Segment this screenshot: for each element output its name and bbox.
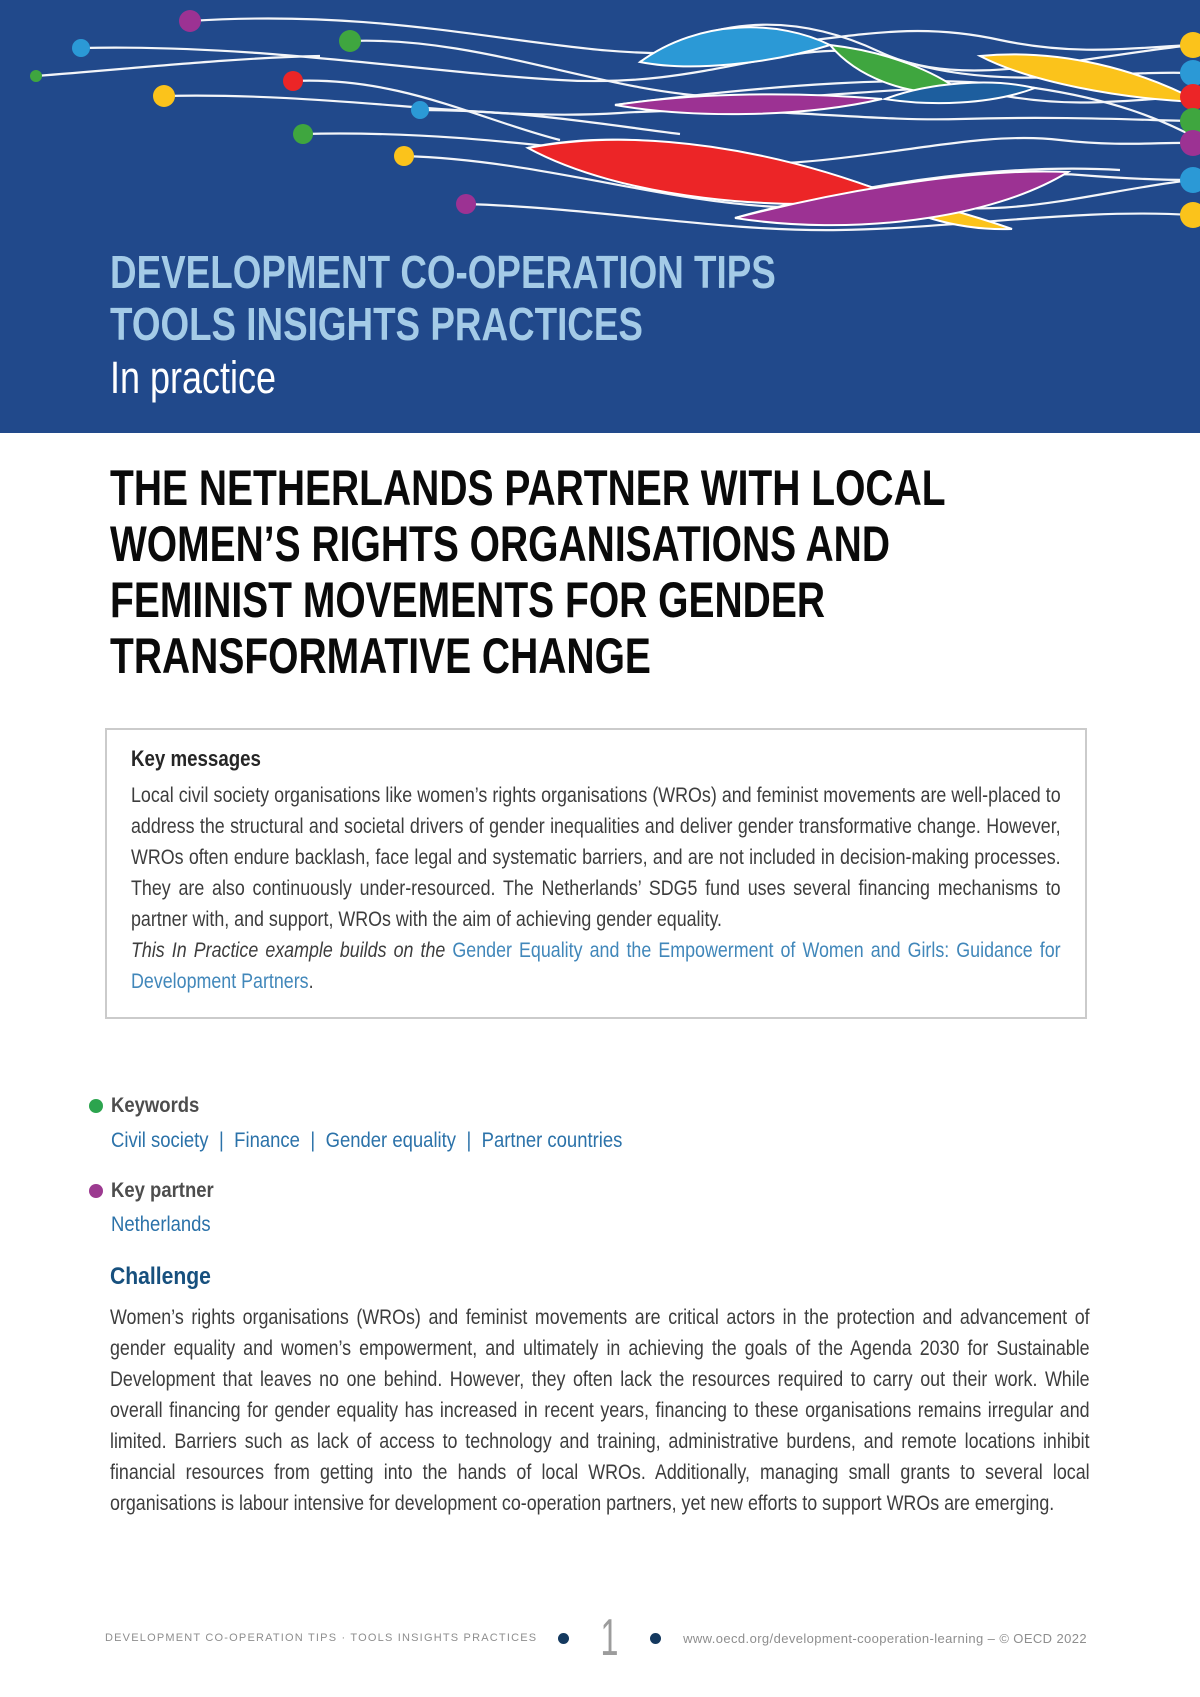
challenge-heading-row [110, 1263, 225, 1291]
key-partner-section-heading [89, 1179, 228, 1203]
key-partner-value-row [111, 1213, 224, 1237]
keywords-links [111, 1129, 622, 1153]
page-title-line: FEMINIST MOVEMENTS FOR GENDER [110, 572, 826, 628]
page-title-line: TRANSFORMATIVE CHANGE [110, 628, 651, 684]
keyword-separator: | [213, 1129, 229, 1152]
brand-line-2: TOOLS INSIGHTS PRACTICES [110, 298, 643, 350]
brand-line-1: DEVELOPMENT CO-OPERATION TIPS [110, 246, 776, 298]
key-messages-heading: Key messages [131, 746, 261, 771]
keyword-link[interactable]: Civil society [111, 1129, 209, 1152]
keyword-separator: | [305, 1129, 321, 1152]
keyword-link[interactable]: Gender equality [325, 1129, 457, 1152]
keyword-link[interactable]: Finance [234, 1129, 300, 1152]
key-messages-box [105, 728, 1087, 1019]
footer-dot-icon [558, 1633, 569, 1644]
masthead [110, 246, 942, 406]
footer-dot-icon [650, 1633, 661, 1644]
challenge-body: Women’s rights organisations (WROs) and feminist movements are critical actors in the protection and advancement of gender equality and women’s empowerment, and ultimately in achieving the goals of the Agenda 2030 for Sustainable Development that leaves no one behind. However, they often lack the resources required to carry out their work. While overall financing for gender equality has increased in recent years, financing to these organisations remains irregular and limited. Barriers such as lack of access to technology and training, administrative burdens, and remote locations inhibit financial resources from getting into the hands of local WROs. Additionally, managing small grants to several local organisations is labour intensive for development co-operation partners, yet new efforts to support WROs are emerging. [110, 1306, 1090, 1515]
keyword-separator: | [461, 1129, 477, 1152]
note-period: . [308, 970, 314, 993]
left-dots [30, 10, 476, 214]
footer-series-label: DEVELOPMENT CO-OPERATION TIPS · TOOLS INSIGHTS PRACTICES [105, 1632, 538, 1644]
page-title-line: THE NETHERLANDS PARTNER WITH LOCAL [110, 460, 946, 516]
footer-url: www.oecd.org/development-cooperation-learning – © OECD 2022 [683, 1630, 1087, 1646]
keywords-heading: Keywords [111, 1094, 200, 1117]
keyword-link[interactable]: Partner countries [481, 1129, 623, 1152]
key-partner-heading: Key partner [111, 1179, 214, 1202]
page-number: 1 [600, 1609, 619, 1667]
ribbon-curves [36, 18, 1200, 230]
keywords-bullet-icon [89, 1099, 103, 1113]
header-band [0, 0, 1200, 433]
key-partner-bullet-icon [89, 1184, 103, 1198]
network-ribbon-graphic [0, 0, 1200, 235]
guidance-link[interactable]: Gender Equality and the Empowerment of Women and Girls: Guidance for Development Partners [131, 939, 1061, 993]
series-name: In practice [110, 352, 277, 403]
keywords-section-heading [89, 1094, 211, 1118]
challenge-heading: Challenge [110, 1263, 211, 1290]
page-title [110, 460, 1110, 684]
note-italic-text: This In Practice example builds on the [131, 939, 453, 962]
page-title-line: WOMEN’S RIGHTS ORGANISATIONS AND [110, 516, 890, 572]
challenge-body-wrap [110, 1302, 1090, 1519]
key-messages-body: Local civil society organisations like women’s rights organisations (WROs) and feminist movements are well-placed to address the structural and societal drivers of gender inequalities and deliver gender transformative change. However, WROs often endure backlash, face legal and systematic barriers, and are not included in decision-making processes. They are also continuously under-resourced. The Netherlands’ SDG5 fund uses several financing mechanisms to partner with, and support, WROs with the aim of achieving gender equality. [131, 784, 1061, 931]
footer [105, 1607, 1087, 1669]
key-partner-value[interactable]: Netherlands [111, 1213, 211, 1236]
in-practice-note [131, 935, 1061, 997]
keywords-links-row [111, 1129, 692, 1153]
